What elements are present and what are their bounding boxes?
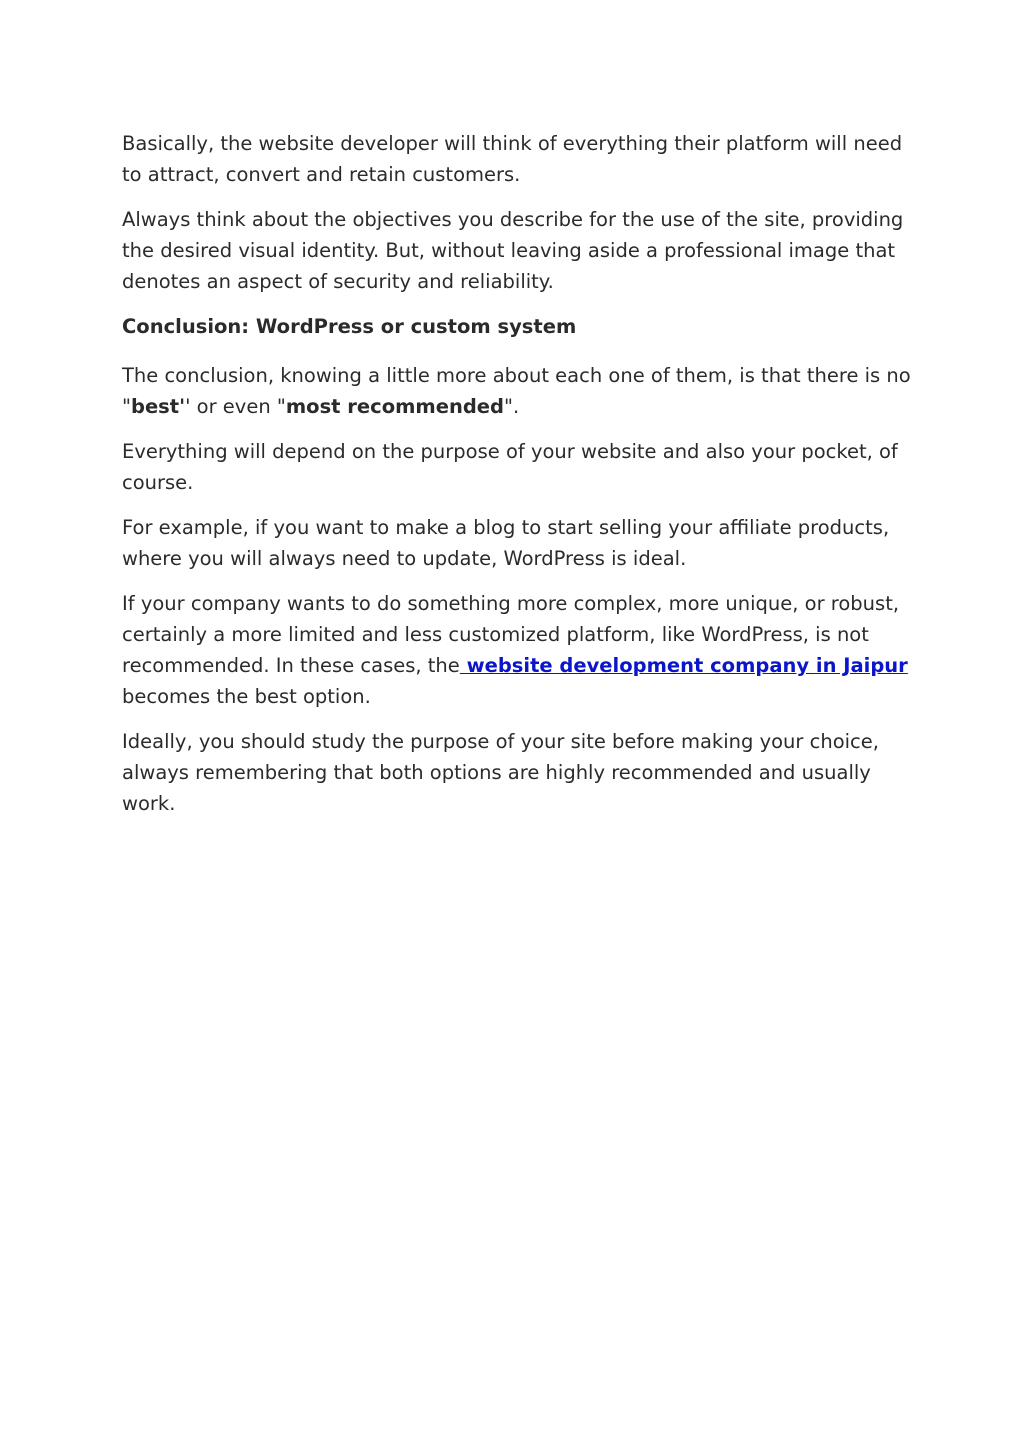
paragraph-example: For example, if you want to make a blog to start selling your affiliate products, where you will always need to update, WordPress is ideal. <box>122 516 890 570</box>
company-text-2: becomes the best option. <box>122 685 371 708</box>
conclusion-bold-recommended: most recommended <box>285 395 504 418</box>
paragraph-conclusion <box>122 360 912 422</box>
conclusion-bold-best: best' <box>130 395 186 418</box>
section-heading: Conclusion: WordPress or custom system <box>122 315 577 338</box>
conclusion-text-3: ". <box>503 395 520 418</box>
website-development-link[interactable]: website development company in Jaipur <box>459 654 908 677</box>
paragraph-developer: Basically, the website developer will think of everything their platform will need to attract, convert and retain customers. <box>122 132 903 186</box>
conclusion-text-1: The conclusion, knowing a little more about each one of them, is that there is no " <box>122 364 911 418</box>
paragraph-company <box>122 588 912 712</box>
conclusion-text-2: ' or even " <box>185 395 286 418</box>
paragraph-purpose: Everything will depend on the purpose of your website and also your pocket, of course. <box>122 440 898 494</box>
paragraph-objectives: Always think about the objectives you describe for the use of the site, providing the desired visual identity. But, without leaving aside a professional image that denotes an aspect of security and reliability. <box>122 208 904 293</box>
company-text-1: If your company wants to do something more complex, more unique, or robust, certainly a more limited and less customized platform, like WordPress, is not recommended. In these cases, the <box>122 592 900 677</box>
document-body <box>122 128 912 833</box>
paragraph-ideally: Ideally, you should study the purpose of your site before making your choice, always remembering that both options are highly recommended and usually work. <box>122 730 879 815</box>
